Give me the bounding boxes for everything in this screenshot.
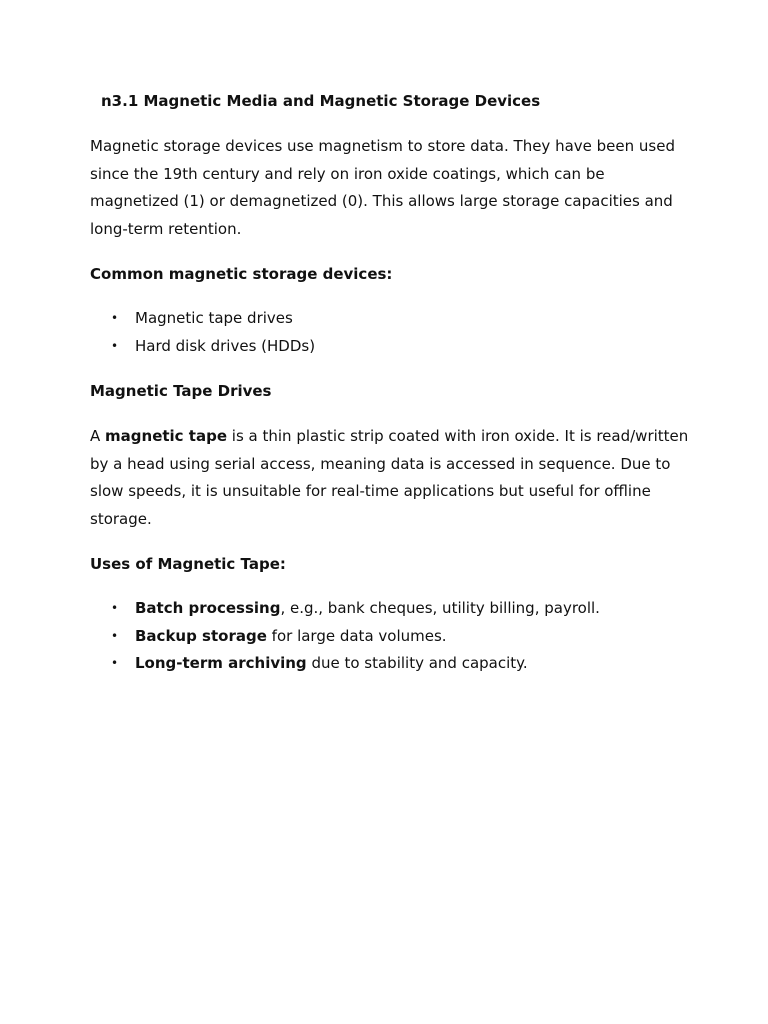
common-devices-list — [90, 305, 690, 360]
bullet-icon: • — [111, 656, 119, 670]
uses-heading: Uses of Magnetic Tape: — [90, 555, 286, 573]
list-item — [90, 623, 690, 651]
uses-list — [90, 595, 690, 678]
tape-paragraph-term: magnetic tape — [105, 427, 228, 445]
use-description: for large data volumes. — [266, 626, 447, 645]
list-item-text: Hard disk drives (HDDs) — [135, 336, 316, 355]
list-item — [90, 305, 690, 333]
use-term: Batch processing — [135, 599, 281, 617]
common-devices-heading: Common magnetic storage devices: — [90, 265, 393, 283]
tape-paragraph — [90, 423, 690, 533]
bullet-icon: • — [111, 628, 119, 643]
use-term: Backup storage — [135, 626, 267, 645]
tape-paragraph-rest: is a thin plastic strip coated with iron oxide. It is read/written by a head using serial access, meaning data is accessed in sequence. Due to slow speeds, it is unsuitable for real-time applications but useful for offline storage. — [90, 427, 689, 528]
tape-paragraph-prefix: A — [90, 427, 106, 445]
intro-paragraph: Magnetic storage devices use magnetism to store data. They have been used since the 19th century and rely on iron oxide coatings, which can be magnetized (1) or demagnetized (0). This allows large storage capacities and long-term retention. — [90, 137, 675, 238]
tape-heading: Magnetic Tape Drives — [90, 382, 272, 400]
list-item — [90, 595, 690, 623]
bullet-icon: • — [111, 311, 119, 325]
document-page — [90, 88, 690, 678]
use-description: due to stability and capacity. — [306, 654, 528, 672]
list-item-text: Magnetic tape drives — [135, 309, 293, 327]
list-item — [90, 333, 690, 361]
section-title: n3.1 Magnetic Media and Magnetic Storage Devices — [101, 92, 541, 110]
bullet-icon: • — [111, 601, 119, 615]
list-item — [90, 650, 690, 678]
bullet-icon: • — [111, 338, 119, 353]
use-term: Long-term archiving — [135, 654, 307, 672]
use-description: , e.g., bank cheques, utility billing, payroll. — [280, 599, 600, 617]
